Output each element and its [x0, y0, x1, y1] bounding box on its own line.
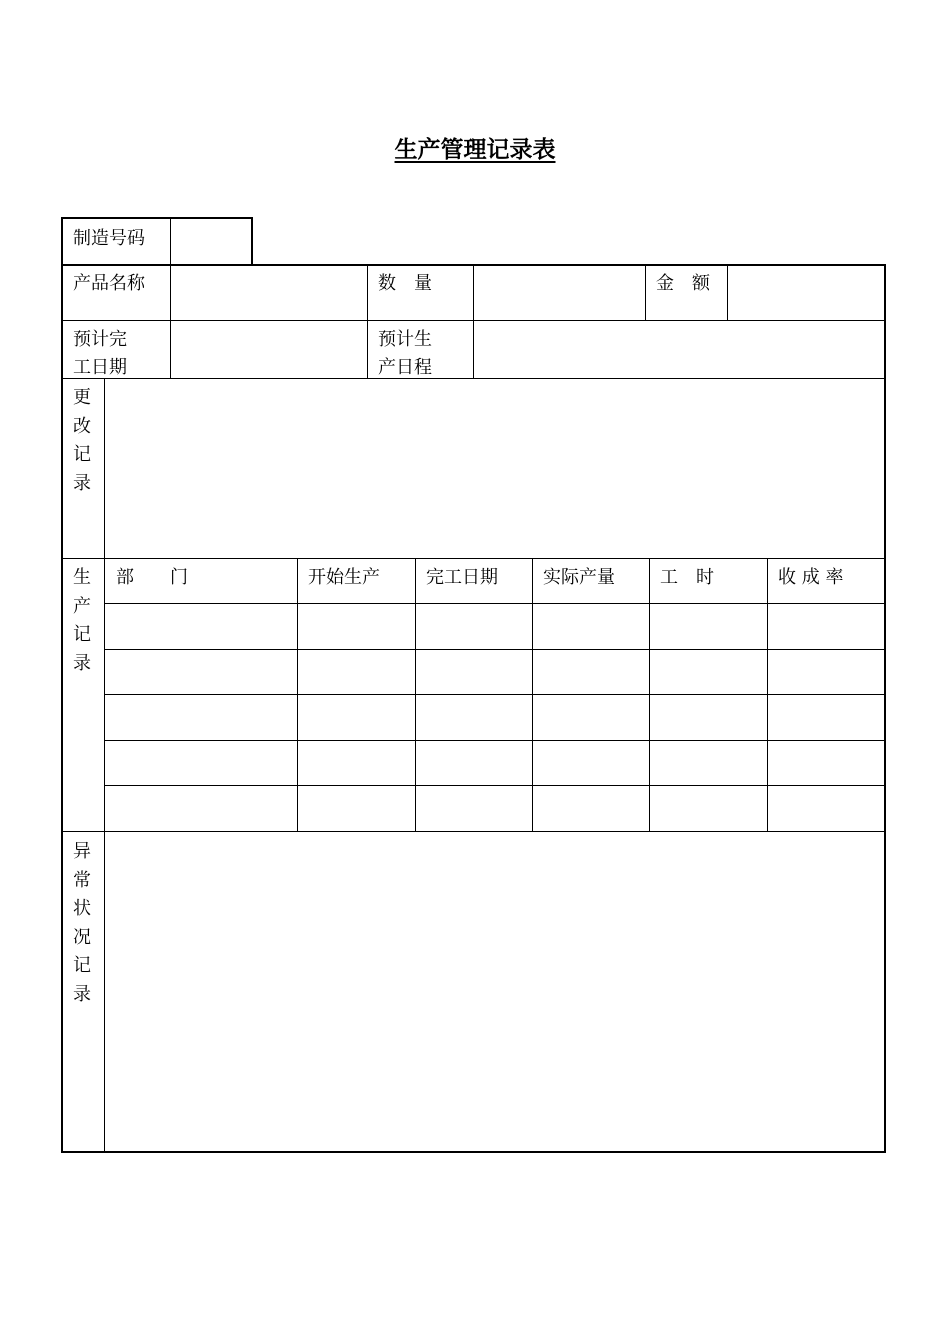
table-cell[interactable] [776, 658, 876, 692]
table-cell[interactable] [424, 794, 525, 829]
table-cell[interactable] [776, 703, 876, 738]
table-cell[interactable] [776, 749, 876, 783]
mfg-no-label: 制造号码 [73, 228, 145, 249]
change-record-field[interactable] [105, 379, 884, 558]
header-department: 部 门 [116, 567, 188, 588]
table-cell[interactable] [113, 749, 290, 783]
header-yield-rate: 收 成 率 [778, 567, 844, 588]
table-cell[interactable] [658, 658, 760, 692]
table-cell[interactable] [424, 612, 525, 647]
est-schedule-label-line1: 预计生 [378, 329, 432, 350]
table-cell[interactable] [306, 749, 408, 783]
change-record-label: 更 改 记 录 [73, 387, 91, 494]
page-title: 生产管理记录表 [394, 137, 556, 163]
product-name-label: 产品名称 [73, 273, 145, 294]
table-cell[interactable] [541, 794, 642, 829]
table-cell[interactable] [113, 794, 290, 829]
header-actual-output: 实际产量 [543, 567, 615, 588]
table-cell[interactable] [658, 749, 760, 783]
table-cell[interactable] [541, 612, 642, 647]
est-completion-label-line1: 预计完 [73, 329, 127, 350]
exception-record-label: 异 常 状 况 记 录 [73, 841, 91, 1005]
table-cell[interactable] [658, 794, 760, 829]
divider [645, 266, 646, 320]
table-cell[interactable] [541, 749, 642, 783]
divider [649, 558, 650, 831]
amount-label: 金 额 [656, 273, 710, 294]
table-cell[interactable] [113, 703, 290, 738]
divider [415, 558, 416, 831]
amount-field[interactable] [728, 266, 884, 320]
table-cell[interactable] [306, 658, 408, 692]
divider [367, 266, 368, 378]
table-cell[interactable] [306, 703, 408, 738]
table-cell[interactable] [541, 703, 642, 738]
table-cell[interactable] [113, 612, 290, 647]
quantity-field[interactable] [474, 266, 645, 320]
table-cell[interactable] [306, 612, 408, 647]
quantity-label: 数 量 [378, 273, 432, 294]
header-completion-date: 完工日期 [426, 567, 498, 588]
table-cell[interactable] [776, 612, 876, 647]
header-work-hours: 工 时 [660, 567, 714, 588]
exception-record-field[interactable] [105, 832, 884, 1151]
est-completion-field[interactable] [171, 321, 367, 378]
table-cell[interactable] [424, 703, 525, 738]
table-cell[interactable] [776, 794, 876, 829]
divider [767, 558, 768, 831]
table-cell[interactable] [658, 612, 760, 647]
divider [297, 558, 298, 831]
header-start-production: 开始生产 [308, 567, 380, 588]
product-name-field[interactable] [171, 266, 367, 320]
table-cell[interactable] [424, 749, 525, 783]
table-cell[interactable] [658, 703, 760, 738]
production-record-label: 生 产 记 录 [73, 567, 91, 674]
est-schedule-label-line2: 产日程 [378, 357, 432, 378]
divider [63, 558, 884, 559]
table-cell[interactable] [306, 794, 408, 829]
table-cell[interactable] [541, 658, 642, 692]
est-schedule-field[interactable] [474, 321, 884, 378]
table-cell[interactable] [424, 658, 525, 692]
est-completion-label-line2: 工日期 [73, 357, 127, 378]
mfg-no-field[interactable] [171, 219, 251, 264]
divider [532, 558, 533, 831]
table-cell[interactable] [113, 658, 290, 692]
